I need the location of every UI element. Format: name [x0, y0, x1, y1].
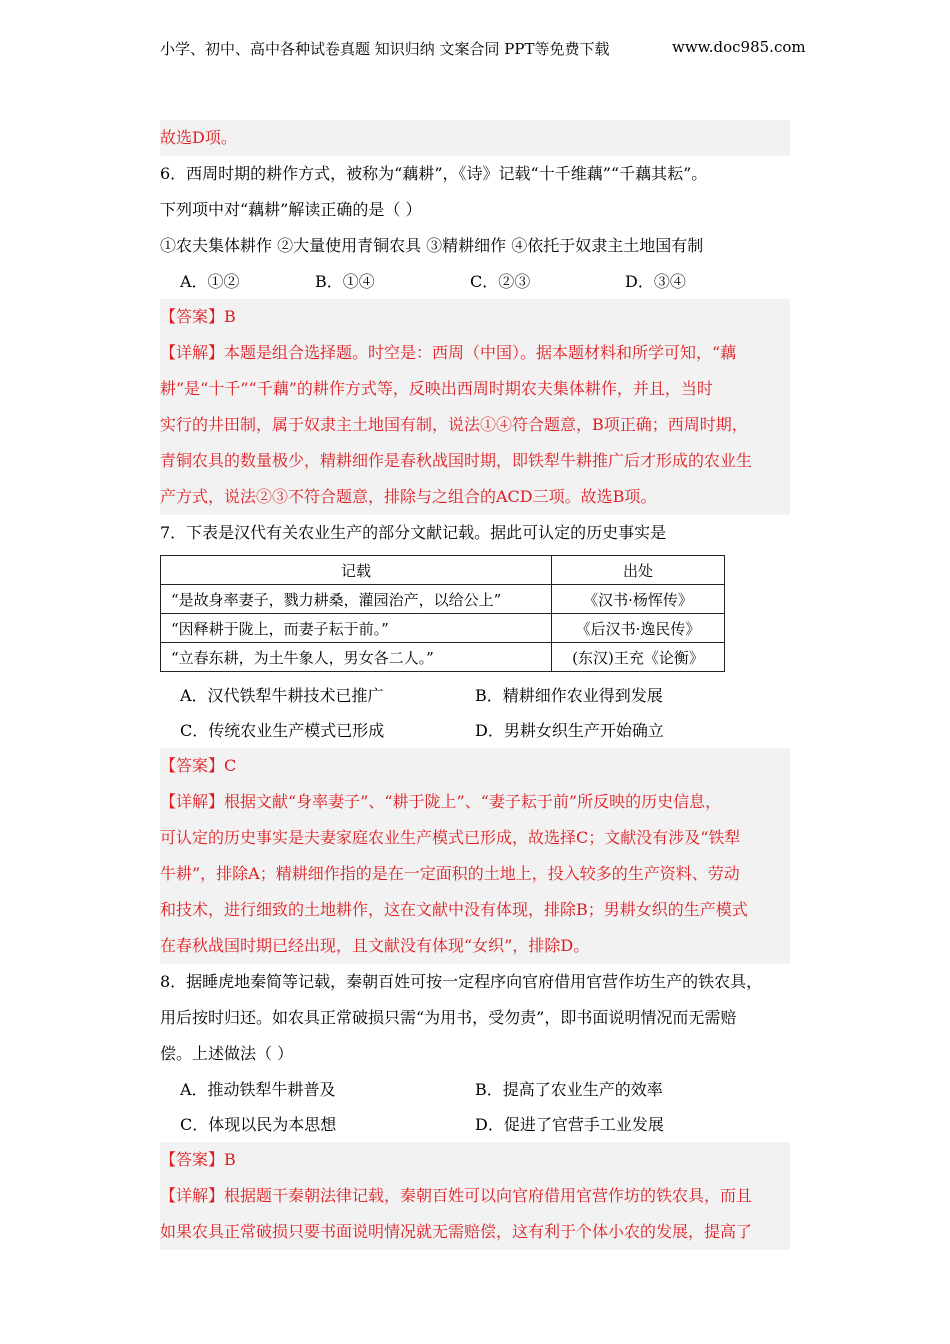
table-cell-record: “立春东耕，为土牛象人，男女各二人。” [161, 643, 552, 672]
table-cell-source: 《汉书·杨恽传》 [552, 585, 725, 614]
q7-answer: 【答案】C [160, 756, 237, 775]
q7-option-b: B．精耕细作农业得到发展 [475, 686, 663, 705]
q6-stem-line: ①农夫集体耕作 ②大量使用青铜农具 ③精耕细作 ④依托于奴隶主土地国有制 [160, 236, 704, 255]
q6-stem-line: 下列项中对“藕耕”解读正确的是（ ） [160, 200, 422, 219]
q7-answer-block [160, 748, 790, 964]
table-row [161, 643, 725, 672]
q8-option-c: C．体现以民为本思想 [180, 1115, 337, 1134]
q7-detail-line: 在春秋战国时期已经出现，且文献没有体现“女织”，排除D。 [160, 936, 590, 955]
q6-options [160, 264, 790, 299]
table-cell-record: “因释耕于陇上，而妻子耘于前。” [161, 614, 552, 643]
q7-option-d: D．男耕女织生产开始确立 [475, 721, 664, 740]
q6-stem-line: 6．西周时期的耕作方式，被称为“藕耕”，《诗》记载“十千维藕”“千藕其耘”。 [160, 164, 708, 183]
table-cell-source: (东汉)王充《论衡》 [552, 643, 725, 672]
q8-detail-line: 如果农具正常破损只要书面说明情况就无需赔偿，这有利于个体小农的发展，提高了 [160, 1222, 753, 1241]
q8-stem-line: 8．据睡虎地秦简等记载，秦朝百姓可按一定程序向官府借用官营作坊生产的铁农具， [160, 972, 763, 991]
q6-option-a: A．①② [180, 272, 240, 291]
question-7 [160, 515, 790, 964]
q8-options-row-2 [160, 1107, 790, 1142]
question-8 [160, 964, 790, 1250]
header-text: 小学、初中、高中各种试卷真题 知识归纳 文案合同 PPT等免费下载 [160, 40, 610, 58]
table-cell-source: 《后汉书·逸民传》 [552, 614, 725, 643]
q6-detail-line: 【详解】本题是组合选择题。时空是：西周（中国）。据本题材料和所学可知，“藕 [160, 343, 737, 362]
q8-answer-block [160, 1142, 790, 1250]
table-row [161, 585, 725, 614]
document-body [160, 120, 790, 1250]
table-row [161, 614, 725, 643]
q8-stem-line: 偿。上述做法（ ） [160, 1044, 294, 1063]
q8-answer: 【答案】B [160, 1150, 236, 1169]
question-6 [160, 156, 790, 515]
q6-option-b: B．①④ [315, 272, 375, 291]
q8-stem-line: 用后按时归还。如农具正常破损只需“为用书，受勿责”，即书面说明情况而无需赔 [160, 1008, 737, 1027]
q8-option-b: B．提高了农业生产的效率 [475, 1080, 663, 1099]
q7-detail-line: 可认定的历史事实是夫妻家庭农业生产模式已形成，故选择C；文献没有涉及“铁犁 [160, 828, 741, 847]
q6-answer: 【答案】B [160, 307, 236, 326]
q7-records-table [160, 555, 725, 672]
q7-options-row-1 [160, 678, 790, 713]
q7-option-c: C．传统农业生产模式已形成 [180, 721, 385, 740]
q6-detail-line: 青铜农具的数量极少，精耕细作是春秋战国时期，即铁犁牛耕推广后才形成的农业生 [160, 451, 753, 470]
q8-option-a: A．推动铁犁牛耕普及 [180, 1080, 336, 1099]
q7-options-row-2 [160, 713, 790, 748]
page-header [160, 38, 806, 59]
q6-option-d: D．③④ [625, 272, 686, 291]
q7-stem: 7．下表是汉代有关农业生产的部分文献记载。据此可认定的历史事实是 [160, 523, 667, 542]
table-header-row [161, 556, 725, 585]
q8-option-d: D．促进了官营手工业发展 [475, 1115, 664, 1134]
q6-detail-line: 耕”是“十千”“千藕”的耕作方式等，反映出西周时期农夫集体耕作，并且，当时 [160, 379, 713, 398]
q7-detail-line: 和技术，进行细致的土地耕作，这在文献中没有体现，排除B；男耕女织的生产模式 [160, 900, 748, 919]
q7-detail-line: 牛耕”，排除A；精耕细作指的是在一定面积的土地上，投入较多的生产资料、劳动 [160, 864, 740, 883]
q6-detail-line: 产方式，说法②③不符合题意，排除与之组合的ACD三项。故选B项。 [160, 487, 657, 506]
table-header-record: 记载 [161, 556, 552, 585]
q7-detail-line: 【详解】根据文献“身率妻子”、“耕于陇上”、“妻子耘于前”所反映的历史信息， [160, 792, 722, 811]
q6-answer-block [160, 299, 790, 515]
table-header-source: 出处 [552, 556, 725, 585]
q7-option-a: A．汉代铁犁牛耕技术已推广 [180, 686, 384, 705]
q8-options-row-1 [160, 1072, 790, 1107]
q6-option-c: C．②③ [470, 272, 531, 291]
prev-answer-tail: 故选D项。 [160, 120, 790, 156]
header-site[interactable]: www.doc985.com [672, 38, 806, 56]
table-cell-record: “是故身率妻子，戮力耕桑，灌园治产，以给公上” [161, 585, 552, 614]
q8-detail-line: 【详解】根据题干秦朝法律记载，秦朝百姓可以向官府借用官营作坊的铁农具，而且 [160, 1186, 753, 1205]
q6-detail-line: 实行的井田制，属于奴隶主土地国有制，说法①④符合题意，B项正确；西周时期， [160, 415, 748, 434]
